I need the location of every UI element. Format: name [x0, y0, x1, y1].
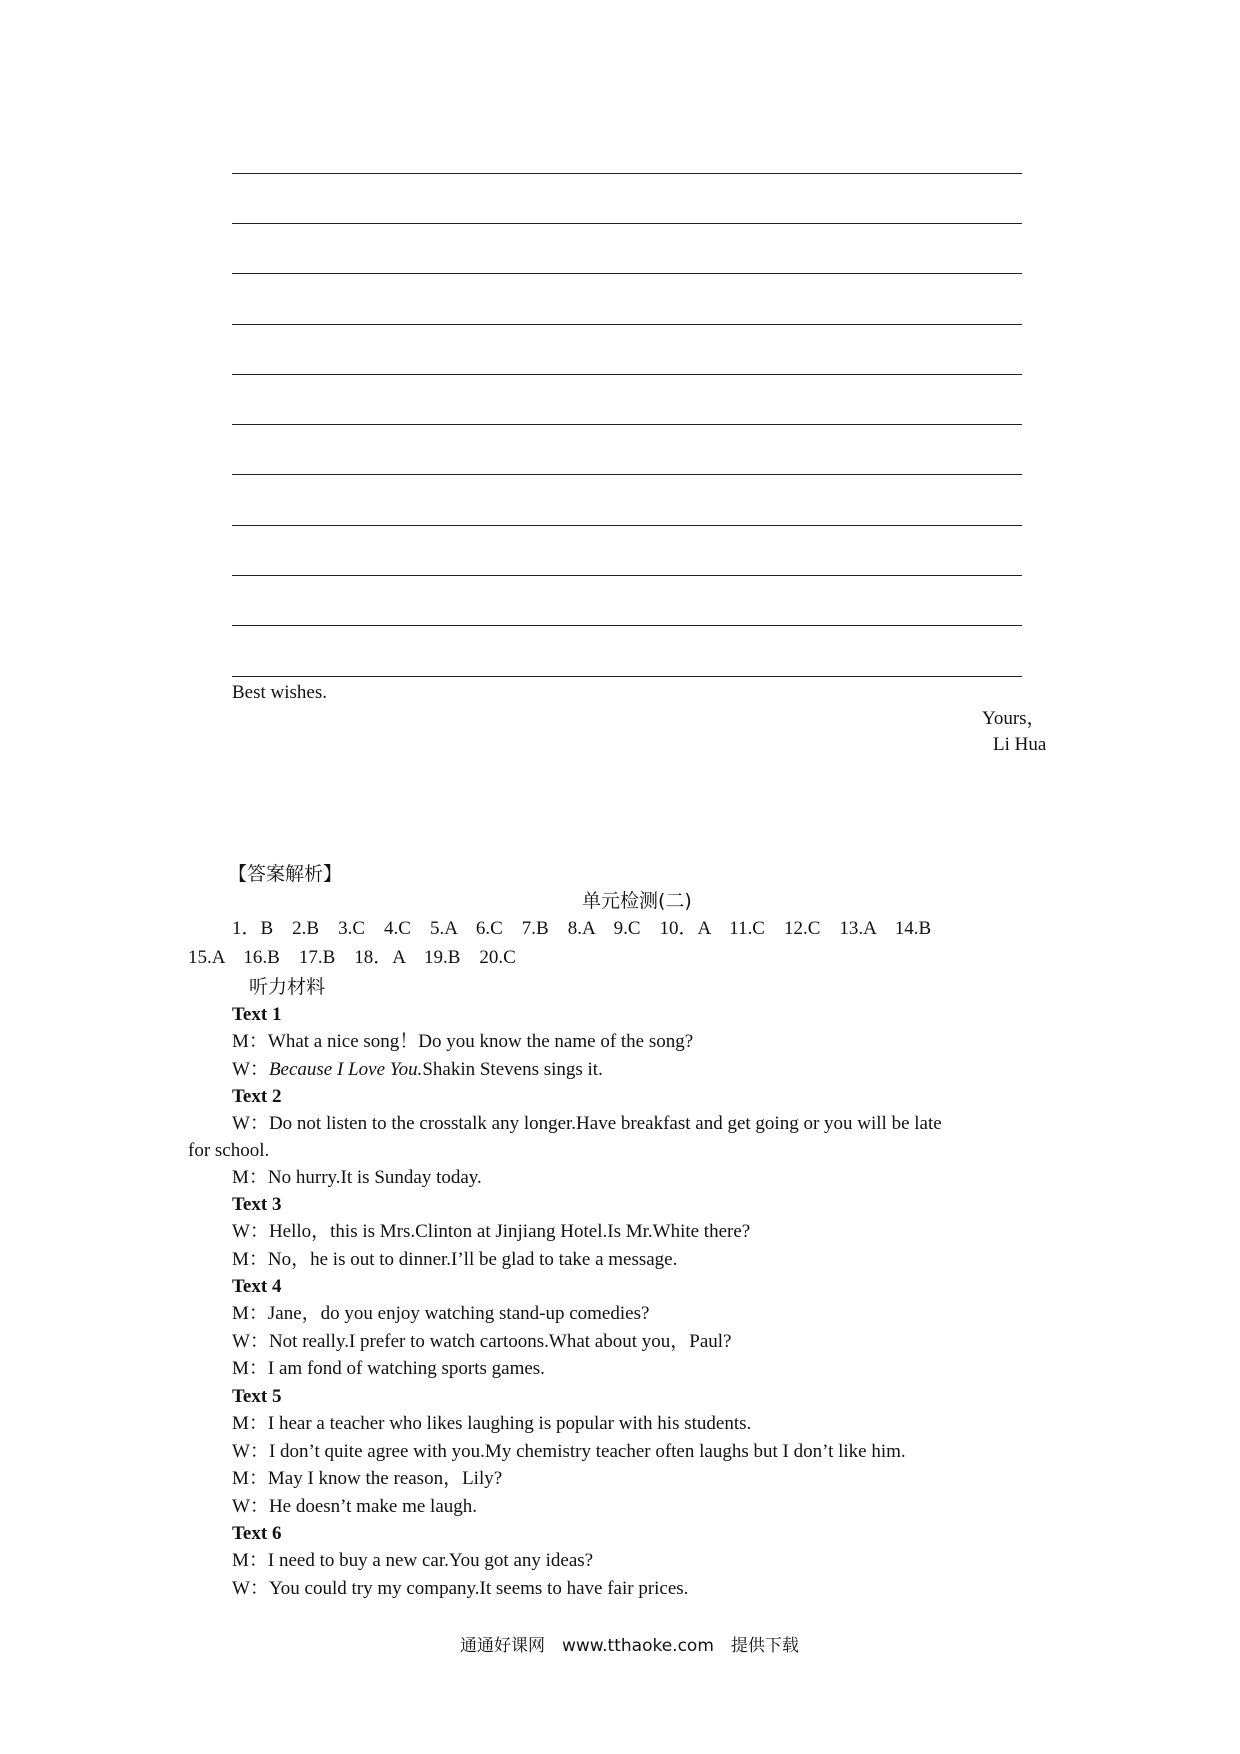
dialogue-line: [232, 1112, 942, 1136]
speaker-label: M：: [232, 1303, 268, 1324]
writing-rule: [232, 273, 1022, 274]
dialogue-line: [232, 1030, 693, 1054]
speaker-label: M：: [232, 1031, 268, 1052]
speaker-label: W：: [232, 1221, 269, 1242]
speaker-label: M：: [232, 1358, 268, 1379]
speaker-label: W：: [232, 1059, 269, 1080]
speaker-label: M：: [232, 1550, 268, 1571]
writing-rule: [232, 173, 1022, 174]
unit-title: 单元检测(二): [582, 890, 692, 912]
dialogue-line: [232, 1166, 482, 1190]
text-title: Text 1: [232, 1004, 282, 1025]
writing-rule: [232, 625, 1022, 626]
speaker-label: M：: [232, 1468, 268, 1489]
speaker-label: W：: [232, 1331, 269, 1352]
writing-rule: [232, 324, 1022, 325]
text-title: Text 2: [232, 1086, 282, 1107]
dialogue-text: Do not listen to the crosstalk any longer.Have breakfast and get going or you will be late: [268, 1113, 942, 1134]
dialogue-line: [232, 1302, 649, 1326]
song-title: Because I Love You.: [268, 1059, 423, 1080]
writing-rule: [232, 374, 1022, 375]
text-title: Text 5: [232, 1386, 282, 1407]
writing-rule: [232, 424, 1022, 425]
speaker-label: W：: [232, 1441, 269, 1462]
dialogue-line: [232, 1440, 906, 1464]
writing-rule: [232, 676, 1022, 677]
dialogue-text: I am fond of watching sports games.: [267, 1358, 545, 1379]
page-footer: 通通好课网 www.tthaoke.com 提供下载: [460, 1636, 799, 1656]
answer-key-line-2: 15.A 16.B 17.B 18．A 19.B 20.C: [188, 947, 516, 968]
dialogue-text: I need to buy a new car.You got any ideas?: [267, 1550, 594, 1571]
dialogue-text: What a nice song！Do you know the name of the song?: [267, 1031, 694, 1052]
dialogue-text: No，he is out to dinner.I’ll be glad to take a message.: [267, 1249, 678, 1270]
writing-rule: [232, 525, 1022, 526]
speaker-label: M：: [232, 1413, 268, 1434]
dialogue-text: Shakin Stevens sings it.: [422, 1059, 603, 1080]
answer-key-line-1: 1．B 2.B 3.C 4.C 5.A 6.C 7.B 8.A 9.C 10．A 11.C 12.C 13.A 14.B: [232, 918, 932, 939]
dialogue-text: I don’t quite agree with you.My chemistry teacher often laughs but I don’t like him.: [268, 1441, 906, 1462]
dialogue-text: Hello，this is Mrs.Clinton at Jinjiang Hotel.Is Mr.White there?: [268, 1221, 751, 1242]
dialogue-line: [232, 1058, 603, 1082]
dialogue-line: [232, 1220, 750, 1244]
dialogue-text: Not really.I prefer to watch cartoons.What about you，Paul?: [268, 1331, 732, 1352]
dialogue-line: [232, 1549, 593, 1573]
text-title: Text 3: [232, 1194, 282, 1215]
answer-header: 【答案解析】: [228, 863, 343, 885]
letter-closing: Best wishes.: [232, 682, 327, 703]
dialogue-line: [232, 1412, 751, 1436]
speaker-label: W：: [232, 1496, 269, 1517]
writing-rule: [232, 223, 1022, 224]
dialogue-line: [232, 1467, 502, 1491]
dialogue-text: No hurry.It is Sunday today.: [267, 1167, 482, 1188]
dialogue-text: He doesn’t make me laugh.: [268, 1496, 478, 1517]
dialogue-line: [232, 1495, 477, 1519]
dialogue-line-continuation: for school.: [188, 1140, 270, 1161]
text-title: Text 6: [232, 1523, 282, 1544]
text-title: Text 4: [232, 1276, 282, 1297]
speaker-label: W：: [232, 1113, 269, 1134]
letter-signature: Li Hua: [993, 734, 1047, 755]
dialogue-text: I hear a teacher who likes laughing is popular with his students.: [267, 1413, 752, 1434]
writing-rule: [232, 575, 1022, 576]
letter-signoff: Yours，: [982, 708, 1046, 729]
dialogue-line: [232, 1248, 677, 1272]
writing-rule: [232, 474, 1022, 475]
speaker-label: M：: [232, 1249, 268, 1270]
dialogue-text: May I know the reason，Lily?: [267, 1468, 503, 1489]
dialogue-text: You could try my company.It seems to have fair prices.: [268, 1578, 689, 1599]
listening-title: 听力材料: [249, 976, 326, 998]
dialogue-text: Jane，do you enjoy watching stand-up comedies?: [267, 1303, 650, 1324]
dialogue-line: [232, 1357, 545, 1381]
dialogue-line: [232, 1330, 731, 1354]
speaker-label: W：: [232, 1578, 269, 1599]
speaker-label: M：: [232, 1167, 268, 1188]
dialogue-line: [232, 1577, 688, 1601]
